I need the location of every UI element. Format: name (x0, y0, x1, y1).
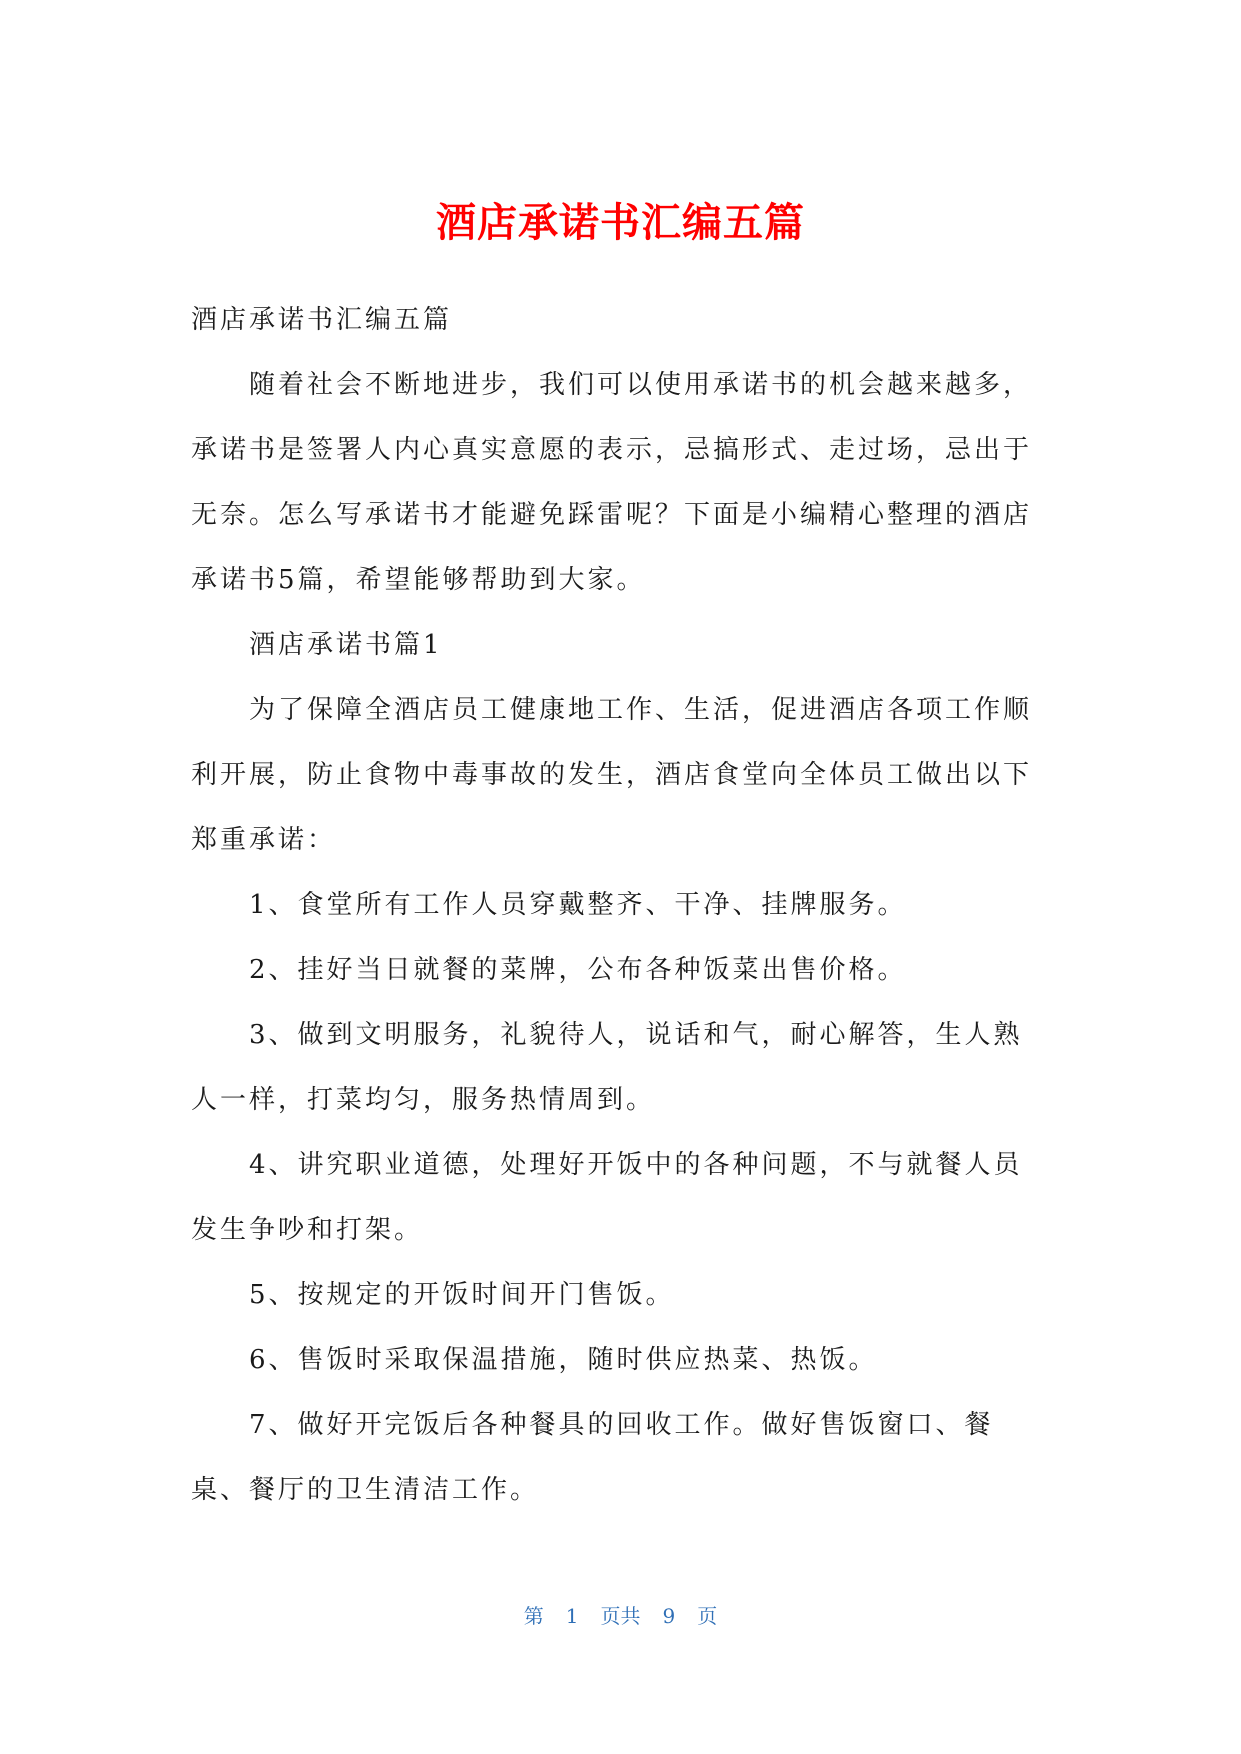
paragraph: 随着社会不断地进步，我们可以使用承诺书的机会越来越多，承诺书是签署人内心真实意愿的表示，忌搞形式、走过场，忌出于无奈。怎么写承诺书才能避免踩雷呢？下面是小编精心整理的酒店承诺书5篇，希望能够帮助到大家。 (191, 370, 1033, 595)
paragraph: 6、售饭时采取保温措施，随时供应热菜、热饭。 (249, 1345, 878, 1375)
document-body (191, 288, 1051, 1523)
paragraph: 酒店承诺书汇编五篇 (191, 305, 453, 335)
paragraph: 2、挂好当日就餐的菜牌，公布各种饭菜出售价格。 (249, 955, 907, 985)
footer-ye-gong: 页共 (600, 1604, 641, 1628)
footer-current-page: 1 (565, 1604, 579, 1628)
paragraph: 7、做好开完饭后各种餐具的回收工作。做好售饭窗口、餐桌、餐厅的卫生清洁工作。 (191, 1410, 994, 1505)
footer-di: 第 (523, 1604, 544, 1628)
page-footer (0, 1602, 1241, 1630)
document-title: 酒店承诺书汇编五篇 (436, 200, 805, 246)
paragraph: 4、讲究职业道德，处理好开饭中的各种问题，不与就餐人员发生争吵和打架。 (191, 1150, 1023, 1245)
footer-ye: 页 (697, 1604, 718, 1628)
paragraph: 5、按规定的开饭时间开门售饭。 (249, 1280, 675, 1310)
footer-total-pages: 9 (662, 1604, 676, 1628)
paragraph: 为了保障全酒店员工健康地工作、生活，促进酒店各项工作顺利开展，防止食物中毒事故的发生，酒店食堂向全体员工做出以下郑重承诺： (191, 695, 1033, 855)
paragraph: 酒店承诺书篇1 (249, 630, 443, 660)
paragraph: 3、做到文明服务，礼貌待人，说话和气，耐心解答，生人熟人一样，打菜均匀，服务热情周到。 (191, 1020, 1023, 1115)
paragraph: 1、食堂所有工作人员穿戴整齐、干净、挂牌服务。 (249, 890, 907, 920)
